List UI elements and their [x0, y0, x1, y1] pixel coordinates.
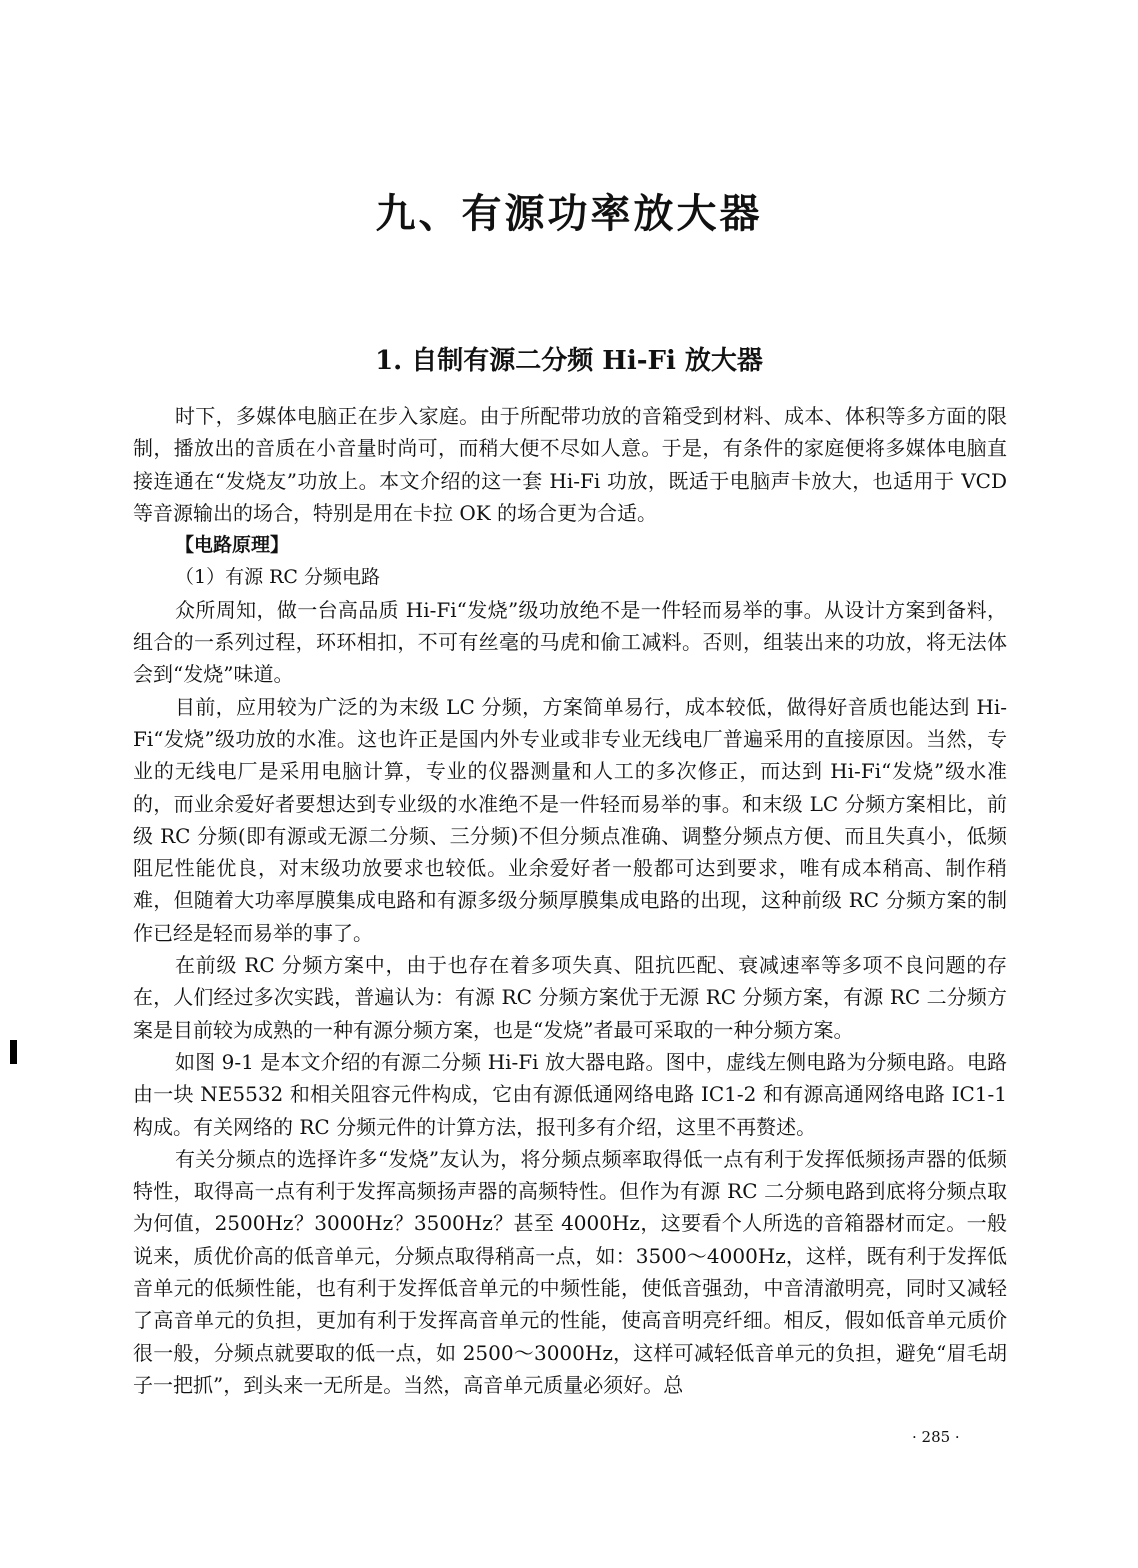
paragraph-hifi-difficulty: 众所周知，做一台高品质 Hi-Fi“发烧”级功放绝不是一件轻而易举的事。从设计方案到备料，组合的一系列过程，环环相扣，不可有丝毫的马虎和偷工减料。否则，组装出来的功放，将无法体会到“发烧”味道。: [133, 597, 1007, 687]
body-text: [133, 400, 1007, 1401]
chapter-title: 九、有源功率放大器: [375, 191, 763, 237]
margin-scan-mark: [10, 1040, 17, 1064]
subheading-active-rc-crossover: （1）有源 RC 分频电路: [175, 566, 381, 589]
paragraph-figure-9-1: 如图 9-1 是本文介绍的有源二分频 Hi-Fi 放大器电路。图中，虚线左侧电路为分频电路。电路由一块 NE5532 和相关阻容元件构成，它由有源低通网络电路 IC1-2 和有源高通网络电路 IC1-1 构成。有关网络的 RC 分频元件的计算方法，报刊多有介绍，这里不再赘述。: [133, 1049, 1007, 1139]
section-title: 1. 自制有源二分频 Hi-Fi 放大器: [375, 346, 763, 376]
paragraph-active-rc-preferred: 在前级 RC 分频方案中，由于也存在着多项失真、阻抗匹配、衰减速率等多项不良问题的存在，人们经过多次实践，普遍认为：有源 RC 分频方案优于无源 RC 分频方案，有源 RC 二分频方案是目前较为成熟的一种有源分频方案，也是“发烧”者最可采取的一种分频方案。: [133, 953, 1007, 1042]
paragraph-lc-vs-rc: 目前，应用较为广泛的为末级 LC 分频，方案简单易行，成本较低，做得好音质也能达到 Hi-Fi“发烧”级功放的水准。这也许正是国内外专业或非专业无线电厂普遍采用的直接原因。当然，专业的无线电厂是采用电脑计算，专业的仪器测量和人工的多次修正，而达到 Hi-Fi“发烧”级水准的，而业余爱好者要想达到专业级的水准绝不是一件轻而易举的事。和末级 LC 分频方案相比，前级 RC 分频(即有源或无源二分频、三分频)不但分频点准确、调整分频点方便、而且失真小，低频阻尼性能优良，对末级功放要求也较低。业余爱好者一般都可达到要求，唯有成本稍高、制作稍难，但随着大功率厚膜集成电路和有源多级分频厚膜集成电路的出现，这种前级 RC 分频方案的制作已经是轻而易举的事了。: [133, 694, 1007, 945]
paragraph-intro: 时下，多媒体电脑正在步入家庭。由于所配带功放的音箱受到材料、成本、体积等多方面的限制，播放出的音质在小音量时尚可，而稍大便不尽如人意。于是，有条件的家庭便将多媒体电脑直接连通在“发烧友”功放上。本文介绍的这一套 Hi-Fi 功放，既适于电脑声卡放大，也适用于 VCD 等音源输出的场合，特别是用在卡拉 OK 的场合更为合适。: [133, 404, 1007, 525]
heading-circuit-principle: 【电路原理】: [175, 534, 290, 557]
paragraph-crossover-point: 有关分频点的选择许多“发烧”友认为，将分频点频率取得低一点有利于发挥低频扬声器的低频特性，取得高一点有利于发挥高频扬声器的高频特性。但作为有源 RC 二分频电路到底将分频点取为何值，2500Hz？3000Hz？3500Hz？甚至 4000Hz，这要看个人所选的音箱器材而定。一般说来，质优价高的低音单元，分频点取得稍高一点，如：3500～4000Hz，这样，既有利于发挥低音单元的低频性能，也有利于发挥低音单元的中频性能，使低音强劲，中音清澈明亮，同时又减轻了高音单元的负担，更加有利于发挥高音单元的性能，使高音明亮纤细。相反，假如低音单元质价很一般，分频点就要取的低一点，如 2500～3000Hz，这样可减轻低音单元的负担，避免“眉毛胡子一把抓”，到头来一无所是。当然，高音单元质量必须好。总: [133, 1146, 1007, 1397]
page-number: · 285 ·: [912, 1428, 960, 1446]
